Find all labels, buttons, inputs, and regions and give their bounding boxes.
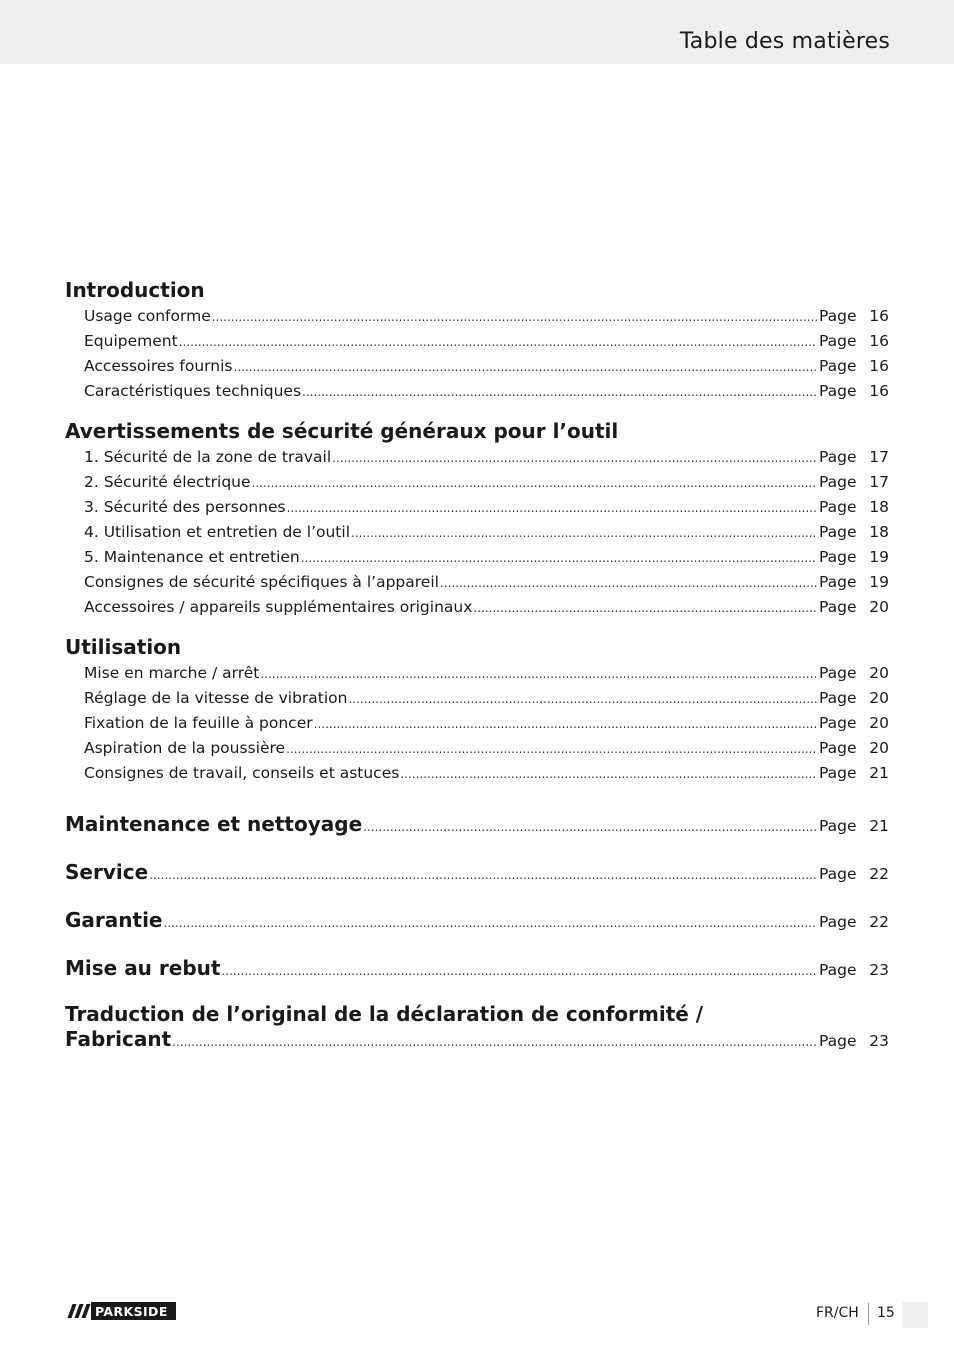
section-title: Traduction de l’original de la déclaration de conformité /	[65, 1002, 704, 1026]
leader-dots	[363, 813, 817, 841]
entry-label: Equipement	[84, 332, 178, 350]
page-word: Page	[819, 307, 857, 325]
section-title: Mise au rebut	[65, 956, 221, 980]
page-number: 22	[869, 913, 889, 931]
toc-entry[interactable]	[65, 304, 889, 329]
section-utilisation	[65, 633, 889, 786]
leader-dots	[473, 596, 817, 621]
page-number: 18	[869, 498, 889, 516]
leader-dots	[172, 1030, 817, 1055]
page-word: Page	[819, 548, 857, 566]
page-number: 23	[869, 961, 889, 979]
leader-dots	[149, 861, 817, 889]
entry-label: Accessoires fournis	[84, 357, 233, 375]
page-title: Table des matières	[679, 29, 890, 54]
entry-label: Fixation de la feuille à poncer	[84, 714, 313, 732]
page-number: 18	[869, 523, 889, 541]
section-title: Maintenance et nettoyage	[65, 812, 363, 836]
page-number: 22	[869, 865, 889, 883]
leader-dots	[440, 571, 817, 596]
entry-label: Aspiration de la poussière	[84, 739, 286, 757]
page-number: 19	[869, 573, 889, 591]
entry-label: Consignes de sécurité spécifiques à l’appareil	[84, 573, 439, 591]
toc-entry[interactable]	[65, 495, 889, 520]
page-number: 16	[869, 357, 889, 375]
page-number: 16	[869, 332, 889, 350]
toc-entry-service[interactable]	[65, 858, 889, 886]
leader-dots	[164, 909, 818, 937]
section-title: Utilisation	[65, 635, 182, 659]
toc-entry[interactable]	[65, 379, 889, 404]
leader-dots	[314, 712, 817, 737]
toc-entry-declaration[interactable]	[65, 1002, 889, 1052]
leader-dots	[332, 446, 817, 471]
page-word: Page	[819, 523, 857, 541]
section-title: Avertissements de sécurité généraux pour l’outil	[65, 419, 619, 443]
leader-dots	[234, 355, 818, 380]
page-word: Page	[819, 357, 857, 375]
page-word: Page	[819, 817, 857, 835]
page-word: Page	[819, 961, 857, 979]
toc-entry[interactable]	[65, 761, 889, 786]
page-word: Page	[819, 598, 857, 616]
entry-label: Consignes de travail, conseils et astuces	[84, 764, 400, 782]
entry-label: Réglage de la vitesse de vibration	[84, 689, 348, 707]
leader-dots	[212, 305, 817, 330]
leader-dots	[179, 330, 817, 355]
page-word: Page	[819, 664, 857, 682]
section-safety	[65, 417, 889, 620]
page-number: 16	[869, 382, 889, 400]
page-word: Page	[819, 573, 857, 591]
toc-entry[interactable]	[65, 520, 889, 545]
page-number: 20	[869, 664, 889, 682]
entry-label: Usage conforme	[84, 307, 211, 325]
toc-entry[interactable]	[65, 736, 889, 761]
page-word: Page	[819, 739, 857, 757]
footer-divider	[868, 1303, 869, 1325]
leader-dots	[348, 687, 817, 712]
entry-label: 5. Maintenance et entretien	[84, 548, 300, 566]
leader-dots	[221, 957, 817, 985]
toc-entry[interactable]	[65, 354, 889, 379]
section-title-continued: Fabricant	[65, 1027, 172, 1051]
entry-label: 4. Utilisation et entretien de l’outil	[84, 523, 350, 541]
page-word: Page	[819, 865, 857, 883]
toc-entry[interactable]	[65, 570, 889, 595]
page-number: 16	[869, 307, 889, 325]
page-number-footer: 15	[877, 1305, 895, 1321]
page-word: Page	[819, 498, 857, 516]
leader-dots	[302, 380, 817, 405]
page-word: Page	[819, 382, 857, 400]
page-number: 23	[869, 1032, 889, 1050]
logo-stripes-icon	[65, 1302, 91, 1320]
toc-entry[interactable]	[65, 661, 889, 686]
section-title: Garantie	[65, 908, 163, 932]
page-number: 17	[869, 448, 889, 466]
section-title: Service	[65, 860, 149, 884]
toc-entry[interactable]	[65, 470, 889, 495]
entry-label: 3. Sécurité des personnes	[84, 498, 286, 516]
page-word: Page	[819, 473, 857, 491]
language-code: FR/CH	[816, 1305, 859, 1321]
toc-entry[interactable]	[65, 445, 889, 470]
page-word: Page	[819, 448, 857, 466]
brand-logo	[65, 1302, 176, 1320]
leader-dots	[301, 546, 817, 571]
brand-name: PARKSIDE	[95, 1303, 168, 1319]
page-number: 20	[869, 739, 889, 757]
toc-entry-maintenance[interactable]	[65, 810, 889, 838]
entry-label: Mise en marche / arrêt	[84, 664, 260, 682]
leader-dots	[351, 521, 817, 546]
page-number: 21	[869, 817, 889, 835]
leader-dots	[287, 496, 817, 521]
toc-entry[interactable]	[65, 329, 889, 354]
toc-entry[interactable]	[65, 595, 889, 620]
toc-entry[interactable]	[65, 686, 889, 711]
page-word: Page	[819, 1032, 857, 1050]
page-number: 21	[869, 764, 889, 782]
page-word: Page	[819, 714, 857, 732]
section-title: Introduction	[65, 278, 205, 302]
entry-label: Caractéristiques techniques	[84, 382, 302, 400]
toc-entry[interactable]	[65, 711, 889, 736]
toc-entry[interactable]	[65, 545, 889, 570]
page-number: 20	[869, 689, 889, 707]
footer-tab	[902, 1302, 928, 1328]
toc-entry-rebut[interactable]	[65, 954, 889, 982]
table-of-contents	[65, 276, 889, 1052]
leader-dots	[286, 737, 817, 762]
page-word: Page	[819, 332, 857, 350]
leader-dots	[252, 471, 817, 496]
entry-label: 1. Sécurité de la zone de travail	[84, 448, 332, 466]
page-number: 17	[869, 473, 889, 491]
section-introduction	[65, 276, 889, 404]
entry-label: 2. Sécurité électrique	[84, 473, 251, 491]
toc-entry-garantie[interactable]	[65, 906, 889, 934]
leader-dots	[400, 762, 817, 787]
page-number: 19	[869, 548, 889, 566]
page-word: Page	[819, 913, 857, 931]
leader-dots	[260, 662, 817, 687]
page-word: Page	[819, 689, 857, 707]
page-word: Page	[819, 764, 857, 782]
page-number: 20	[869, 714, 889, 732]
entry-label: Accessoires / appareils supplémentaires originaux	[84, 598, 473, 616]
page-number: 20	[869, 598, 889, 616]
